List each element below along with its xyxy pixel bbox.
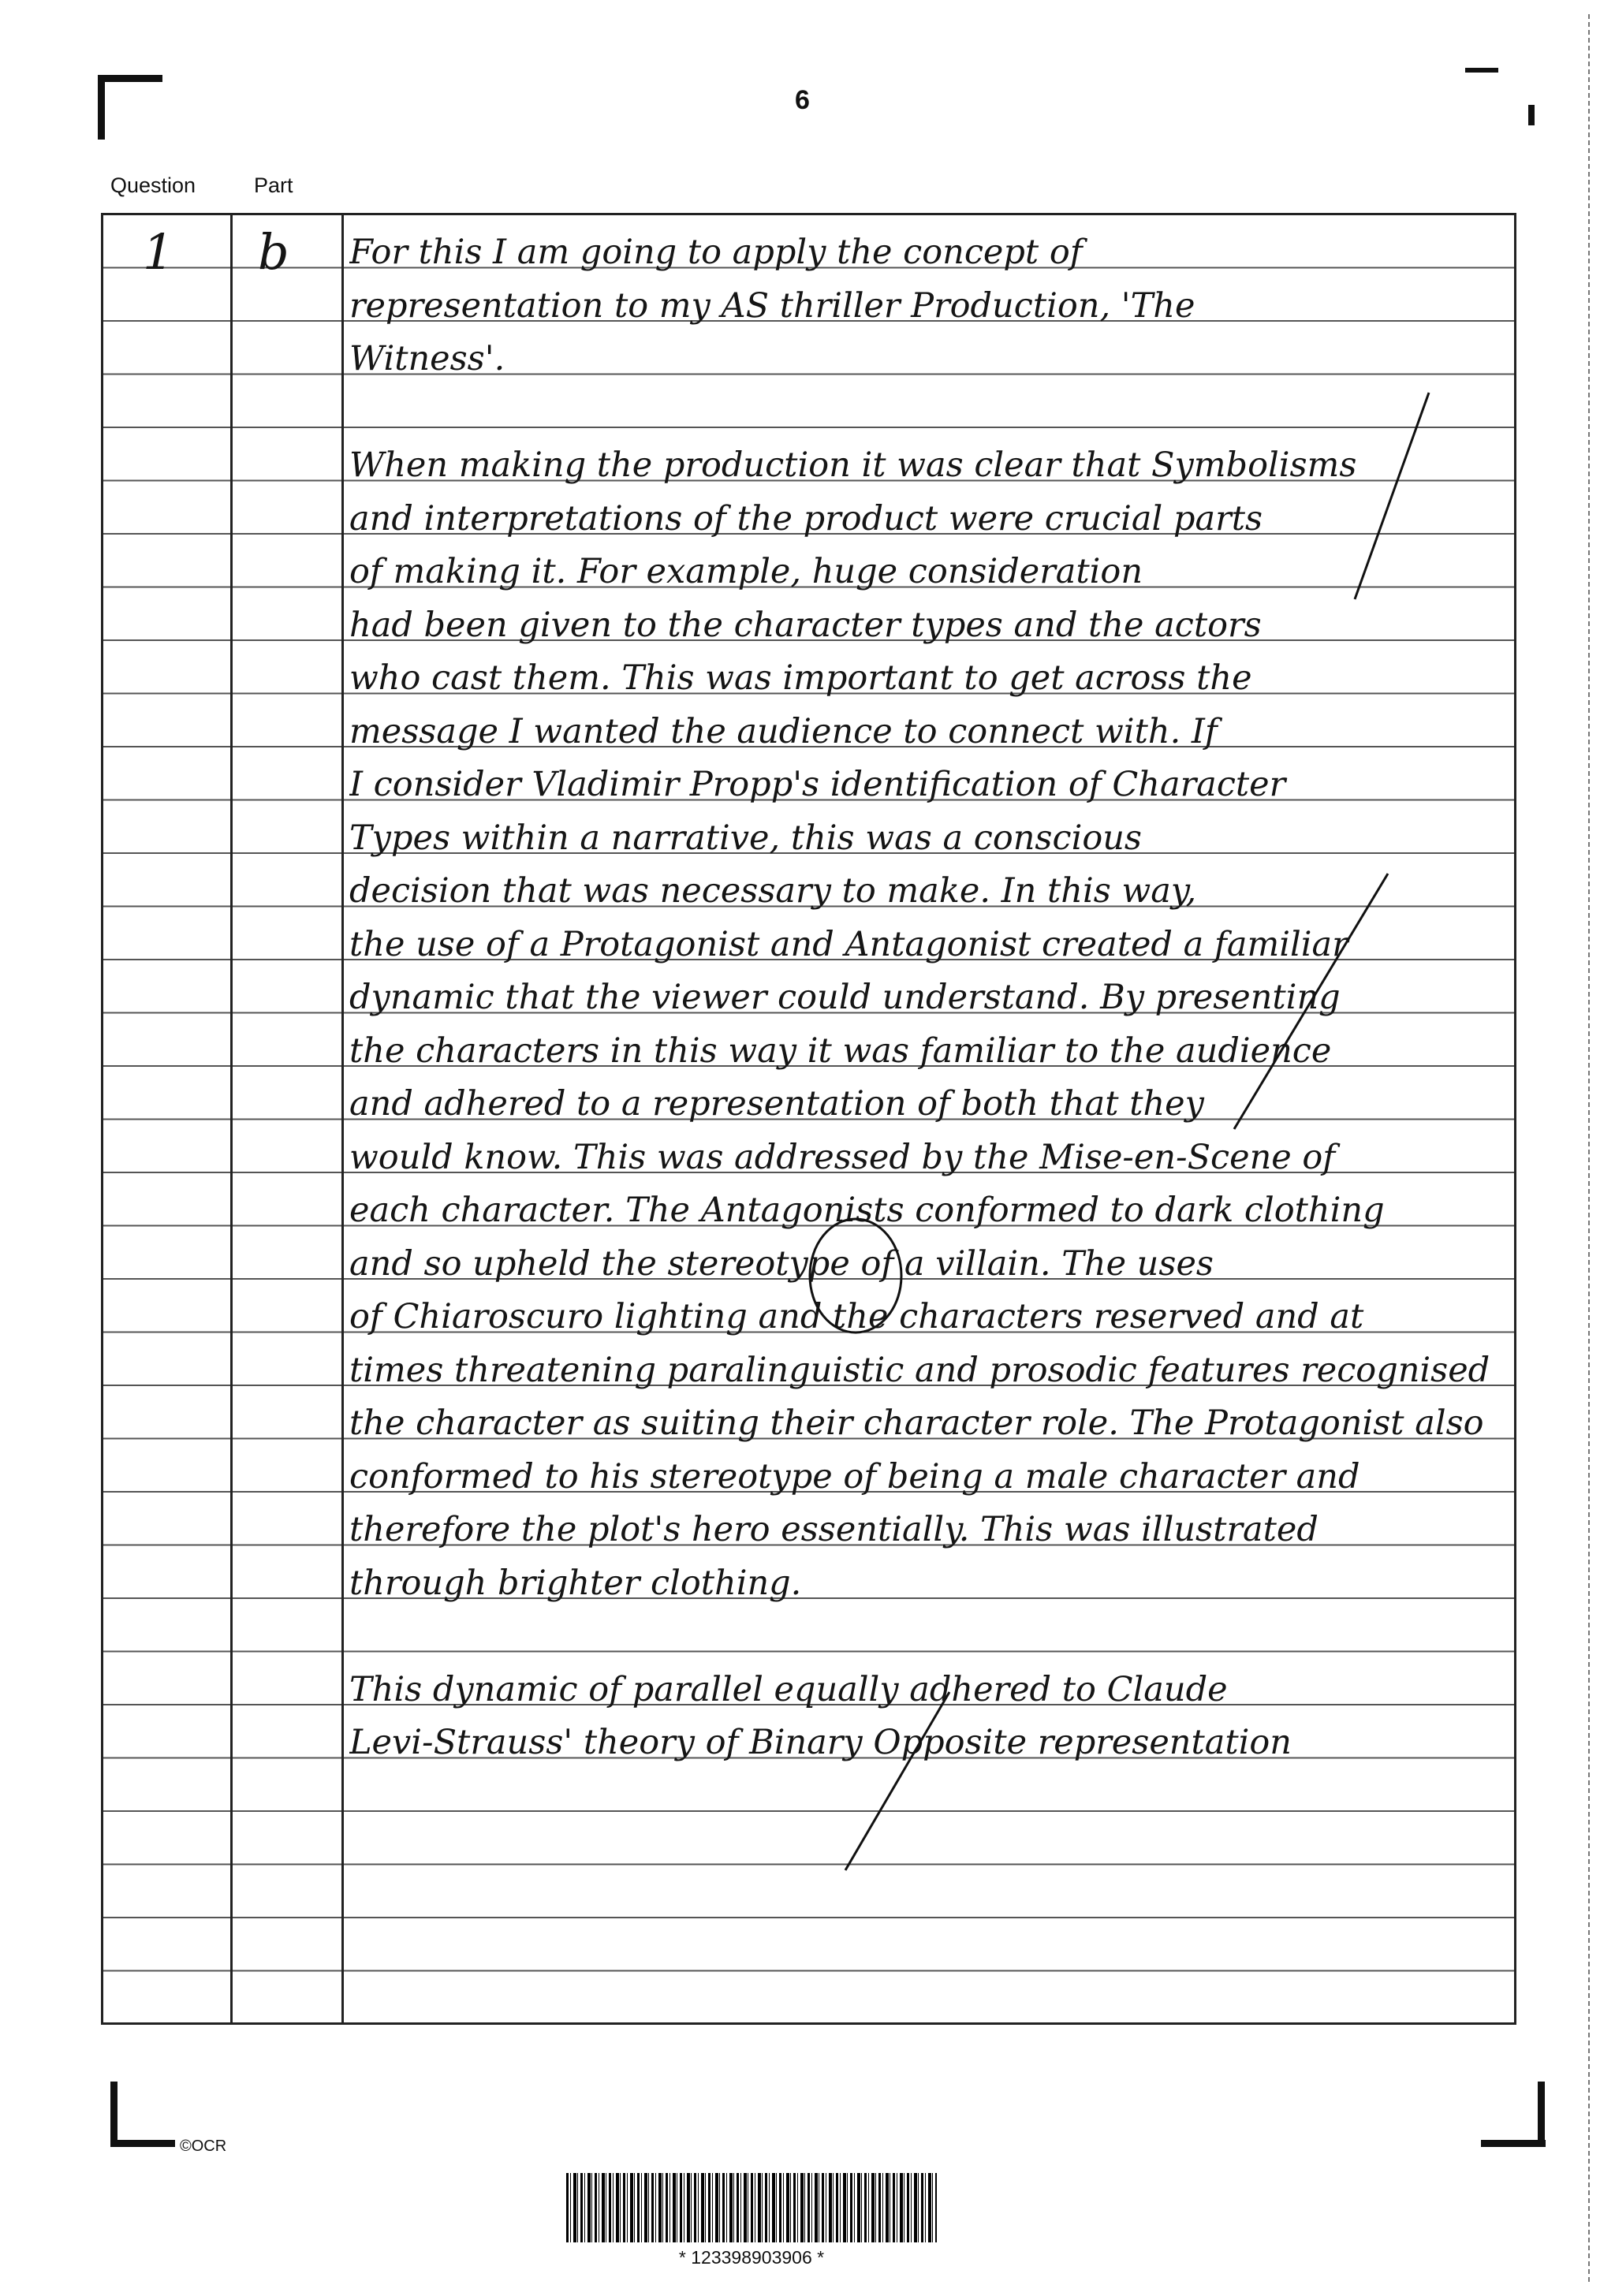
answer-line: dynamic that the viewer could understand. By presenting — [349, 978, 1341, 1017]
corner-mark-bottom-left-h — [110, 2140, 175, 2147]
answer-line: This dynamic of parallel equally adhered to Claude — [349, 1669, 1228, 1709]
answer-line: and interpretations of the product were crucial parts — [349, 498, 1263, 539]
answer-line: of Chiaroscuro lighting and the characters reserved and at — [349, 1297, 1364, 1336]
scan-edge-strip — [1588, 14, 1609, 2282]
answer-line: When making the production it was clear that Symbolisms — [349, 445, 1357, 485]
answer-line: who cast them. This was important to get across the — [349, 658, 1252, 698]
question-number: 1 — [143, 223, 174, 281]
answer-line: would know. This was addressed by the Mise-en-Scene of — [349, 1137, 1336, 1177]
answer-line: of making it. For example, huge consideration — [349, 552, 1143, 591]
barcode — [566, 2173, 937, 2242]
question-part: b — [258, 223, 289, 281]
copyright-text: ©OCR — [180, 2138, 227, 2155]
answer-line: times threatening paralinguistic and prosodic features recognised — [349, 1350, 1490, 1390]
answer-line: the character as suiting their character role. The Protagonist also — [349, 1403, 1484, 1443]
answer-line: message I wanted the audience to connect with. If — [349, 711, 1218, 751]
barcode-number: * 123398903906 * — [678, 2247, 825, 2268]
answer-line: Types within a narrative, this was a conscious — [349, 818, 1142, 858]
answer-line: I consider Vladimir Propp's identification of Character — [349, 765, 1286, 804]
answer-line: Levi-Strauss' theory of Binary Opposite representation — [349, 1723, 1292, 1762]
answer-line: and adhered to a representation of both that they — [349, 1084, 1204, 1124]
corner-mark-bottom-right-v — [1538, 2082, 1545, 2146]
answer-line — [349, 386, 1509, 440]
answer-line: the use of a Protagonist and Antagonist created a familiar — [349, 924, 1348, 964]
answer-line: the characters in this way it was familiar to the audience — [349, 1031, 1332, 1071]
column-header-question: Question — [110, 173, 196, 197]
top-right-tick-mark — [1528, 105, 1535, 125]
corner-mark-top-left-h — [98, 75, 162, 82]
column-header-part: Part — [254, 173, 293, 197]
answer-line: representation to my AS thriller Production, 'The — [349, 285, 1195, 326]
page-number: 6 — [795, 85, 810, 115]
answer-line: Witness'. — [349, 339, 505, 378]
top-right-dash-mark — [1465, 68, 1498, 73]
answer-line: each character. The Antagonists conformed to dark clothing — [349, 1191, 1385, 1230]
answer-line: therefore the plot's hero essentially. This was illustrated — [349, 1510, 1318, 1549]
handwritten-answer — [349, 226, 1509, 1770]
corner-mark-top-left-v — [98, 75, 105, 140]
answer-line: and so upheld the stereotype of a villain. The uses — [349, 1243, 1214, 1284]
answer-line: For this I am going to apply the concept of — [349, 233, 1083, 272]
answer-line — [349, 1610, 1509, 1664]
corner-mark-bottom-left-v — [110, 2082, 117, 2146]
answer-line: conformed to his stereotype of being a male character and — [349, 1456, 1360, 1496]
answer-line: had been given to the character types and the actors — [349, 605, 1262, 645]
answer-line: through brighter clothing. — [349, 1563, 802, 1603]
answer-table — [101, 213, 1516, 2025]
corner-mark-bottom-right-h — [1481, 2140, 1546, 2147]
answer-line: decision that was necessary to make. In this way, — [349, 871, 1197, 911]
